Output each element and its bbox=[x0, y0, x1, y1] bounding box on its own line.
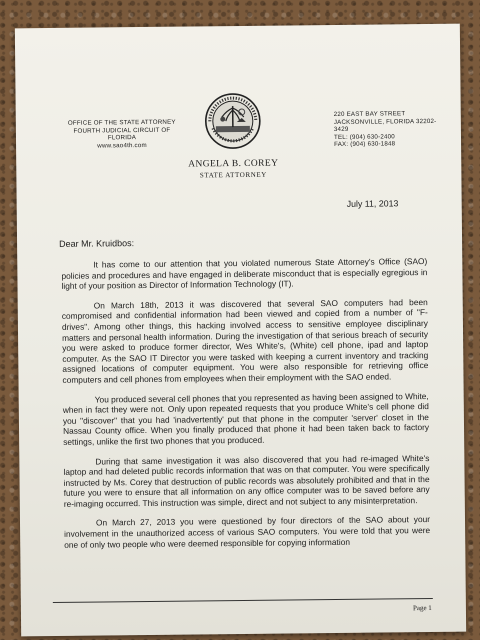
state-seal-icon bbox=[204, 92, 263, 151]
street-address: 220 EAST BAY STREET bbox=[333, 110, 406, 119]
paragraph-5: On March 27, 2013 you were questioned by four directors of the SAO about your involvement in the unauthorized access of various SAO computers. You were told that you were one of only two people who were deemed responsible for copying information bbox=[64, 514, 431, 550]
website: www.sao4th.com bbox=[97, 141, 147, 150]
office-name: OFFICE OF THE STATE ATTORNEY bbox=[67, 118, 176, 127]
letterhead-left bbox=[62, 119, 182, 151]
telephone: TEL: (904) 630-2400 bbox=[333, 133, 395, 141]
letter-body bbox=[61, 256, 430, 559]
paragraph-3: You produced several cell phones that you represented as having been assigned to White, when in fact they were not. Only upon repeated requests that you produce White's cell phone did you "discover" that you had 'inadvertently' put that phone in the computer 'server' closet in the Nassau County office. When you finally produced that phone it had been taken back to factory settings, unlike the first two phones that you produced. bbox=[62, 390, 430, 447]
salutation: Dear Mr. Kruidbos: bbox=[59, 238, 135, 249]
letter-date: July 11, 2013 bbox=[346, 198, 399, 209]
page-number: Page 1 bbox=[412, 604, 432, 613]
letter-page bbox=[15, 24, 466, 637]
paragraph-1: It has come to our attention that you violated numerous State Attorney's Office (SAO) policies and procedures and have engaged in deliberate misconduct that is especially egregious in light of your position as Director of Information Technology (IT). bbox=[61, 256, 428, 292]
city-state-zip: JACKSONVILLE, FLORIDA 32202-3429 bbox=[333, 117, 437, 134]
letterhead-right bbox=[334, 110, 444, 149]
sender-title: STATE ATTORNEY bbox=[199, 170, 267, 180]
circuit-name: FOURTH JUDICIAL CIRCUIT OF FLORIDA bbox=[73, 126, 171, 142]
paragraph-2: On March 18th, 2013 it was discovered that several SAO computers had been compromised and confidential information had been viewed and copied from a number of "F-drives". Among other things, this hacking involved access to sensitive employee disciplinary matters and personal health information. During the investigation of that serious breach of security you were asked to produce former director, Wes White's, (White) cell phone, ipad and laptop computer. As the SAO IT Director you were tasked with keeping a current inventory and tracking assigned locations of computer equipment. You were also responsible for retrieving office computers and cell phones from employees when their employment with the SAO ended. bbox=[61, 296, 429, 385]
paragraph-4: During that same investigation it was also discovered that you had re-imaged White's laptop and had deleted public records information that was on that computer. You were specifically instructed by Ms. Corey that destruction of public records was absolutely prohibited and that in the future you were to ensure that all information on any office computer was to be saved before any re-imaging occurred. This instruction was simple, direct and not subject to any misinterpretation. bbox=[63, 452, 430, 509]
footer-rule bbox=[53, 598, 433, 603]
fax: FAX: (904) 630-1848 bbox=[334, 140, 396, 149]
sender-name: ANGELA B. COREY bbox=[188, 158, 279, 170]
